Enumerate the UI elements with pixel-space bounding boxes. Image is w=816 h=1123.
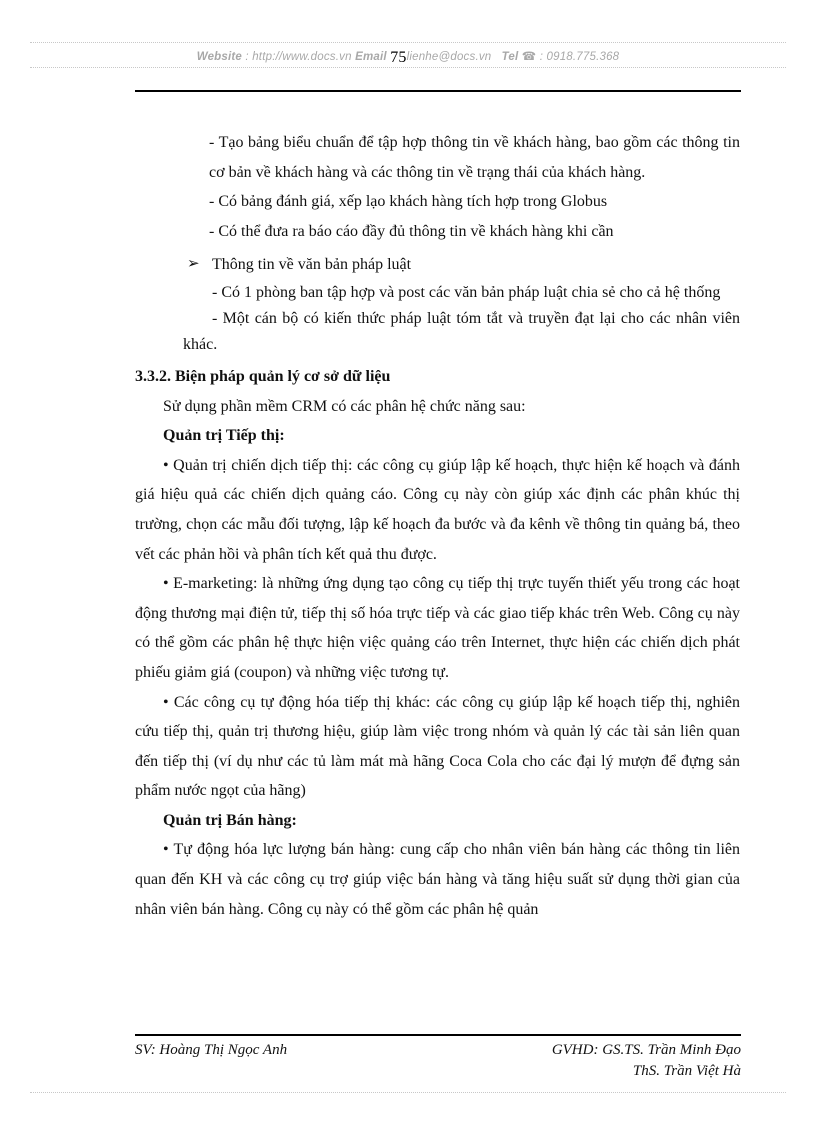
- header-rule: [135, 90, 741, 92]
- crm-item-3: - Có thể đưa ra báo cáo đầy đủ thông tin về khách hàng khi cần: [209, 222, 614, 240]
- marketing-heading: Quản trị Tiếp thị:: [163, 427, 285, 445]
- email-value[interactable]: lienhe@docs.vn: [406, 51, 492, 63]
- advisor-2: ThS. Trần Việt Hà: [632, 1063, 741, 1079]
- advisor-1: GVHD: GS.TS. Trần Minh Đạo: [551, 1042, 741, 1058]
- tel-value: : 0918.775.368: [536, 51, 620, 63]
- marketing-item-3: • Các công cụ tự động hóa tiếp thị khác: các công cụ giúp lập kế hoạch tiếp thị, nghiên cứu tiếp thị, quản trị thương hiệu, giúp làm việc trong nhóm và quản lý các tài sản liên quan đến tiếp thị (ví dụ như các tủ làm mát mà hãng Coca Cola cho các đại lý mượn để đựng sản phẩm nước ngọt của hãng): [135, 693, 740, 800]
- section-heading: 3.3.2. Biện pháp quản lý cơ sở dữ liệu: [135, 367, 391, 385]
- header-dotted-rule: [30, 42, 786, 43]
- website-label: Website: [196, 51, 243, 63]
- page-body: [135, 128, 740, 924]
- website-header: [0, 47, 816, 65]
- marketing-item-2: • E-marketing: là những ứng dụng tạo công cụ tiếp thị trực tuyến thiết yếu trong các hoạt động thương mại điện tử, tiếp thị số hóa trực tiếp và các giao tiếp khác trên Web. Công cụ này có thể gồm các phân hệ thực hiện việc quảng cáo trên Internet, thực hiện các chiến dịch phát phiếu giảm giá (coupon) và những việc tương tự.: [135, 575, 740, 681]
- phone-icon: ☎: [521, 51, 537, 63]
- crm-item-1: - Tạo bảng biểu chuẩn để tập hợp thông tin về khách hàng, bao gồm các thông tin cơ bản về khách hàng và các thông tin về trạng thái của khách hàng.: [209, 134, 740, 181]
- tel-label: Tel: [501, 51, 519, 63]
- intro-text: Sử dụng phần mềm CRM có các phân hệ chức năng sau:: [163, 397, 526, 415]
- page-number: 75: [390, 49, 407, 66]
- footer-rule: [135, 1034, 741, 1036]
- marketing-item-1: • Quản trị chiến dịch tiếp thị: các công cụ giúp lập kế hoạch, thực hiện kế hoạch và đánh giá hiệu quả các chiến dịch quảng cáo. Công cụ này còn giúp xác định các phân khúc thị trường, chọn các mẫu đối tượng, lập kế hoạch đa bước và đa kênh về thông tin quảng bá, theo vết các phản hồi và phân tích kết quả thu được.: [135, 456, 740, 563]
- website-url[interactable]: : http://www.docs.vn: [242, 51, 356, 63]
- legal-item-1: - Có 1 phòng ban tập hợp và post các văn bản pháp luật chia sẻ cho cả hệ thống: [212, 283, 721, 301]
- email-label: Email: [355, 51, 387, 63]
- sales-item-1: • Tự động hóa lực lượng bán hàng: cung cấp cho nhân viên bán hàng các thông tin liên quan đến KH và các công cụ trợ giúp việc bán hàng và tăng hiệu suất sử dụng thời gian của nhân viên bán hàng. Công cụ này có thể gồm các phân hệ quản: [135, 841, 740, 918]
- header-dotted-rule-2: [30, 67, 786, 68]
- crm-item-2: - Có bảng đánh giá, xếp lạo khách hàng tích hợp trong Globus: [209, 193, 608, 211]
- legal-item-2: - Một cán bộ có kiến thức pháp luật tóm tắt và truyền đạt lại cho các nhân viên khác.: [183, 309, 740, 353]
- legal-heading: [135, 250, 740, 280]
- sales-heading: Quản trị Bán hàng:: [163, 811, 297, 829]
- footer-dotted-rule: [30, 1092, 786, 1093]
- student-name: SV: Hoàng Thị Ngọc Anh: [135, 1042, 288, 1058]
- advisors: [552, 1040, 741, 1082]
- legal-heading-text: Thông tin về văn bản pháp luật: [212, 256, 412, 274]
- arrow-bullet-icon: ➢: [187, 256, 200, 273]
